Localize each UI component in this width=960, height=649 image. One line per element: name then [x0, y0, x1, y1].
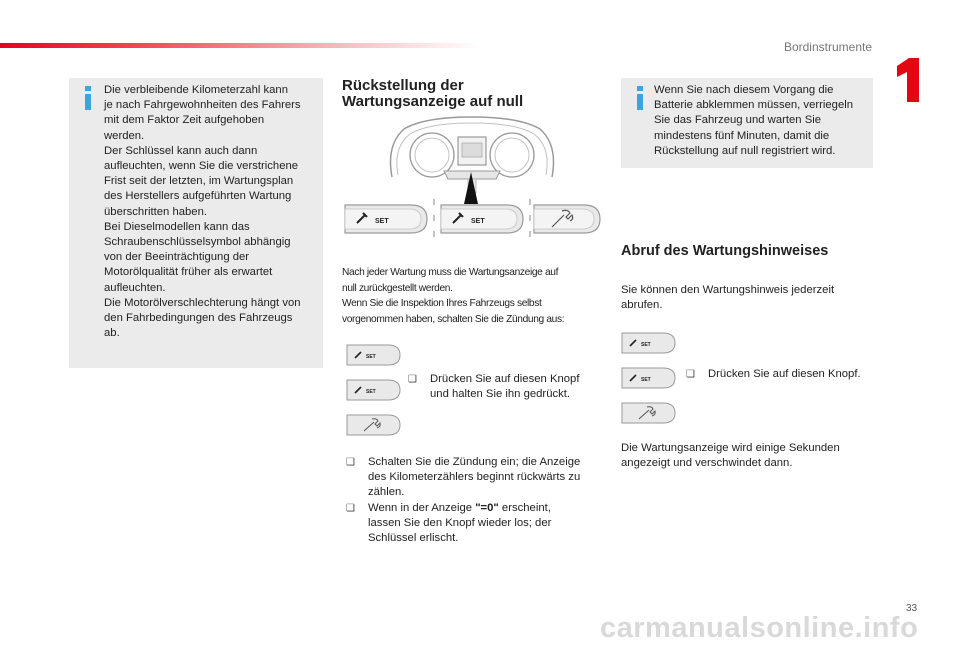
- wrench-button-small: [621, 401, 677, 425]
- checkbox-bullet-icon: ❑: [686, 369, 695, 380]
- watermark: carmanualsonline.info: [600, 612, 919, 644]
- info-box-left: [69, 78, 323, 368]
- set-button-small: [346, 378, 402, 402]
- set-label: SET: [641, 342, 651, 348]
- info-text-right: Wenn Sie nach diesem Vorgang die Batterie abklemmen müssen, verriegeln Sie das Fahrzeug und warten Sie mindestens fünf Minuten, damit die Rückstellung auf null registriert wird.: [654, 84, 854, 157]
- wrench-button-small: [346, 413, 402, 437]
- info-icon: [633, 86, 647, 110]
- set-label: SET: [375, 218, 389, 225]
- pointer-arrow-icon: [464, 172, 478, 204]
- set-label: SET: [366, 354, 376, 360]
- recall-outro: Die Wartungsanzeige wird einige Sekunden angezeigt und verschwindet dann.: [621, 442, 840, 470]
- recall-step: ❑ Drücken Sie auf diesen Knopf.: [686, 367, 898, 382]
- wrench-button-illustration: [532, 201, 602, 235]
- recall-intro: Sie können den Wartungshinweis jederzeit abrufen.: [621, 284, 835, 312]
- recall-section-title: Abruf des Wartungshinweises: [621, 243, 829, 259]
- header-accent-bar: [0, 43, 480, 48]
- separator-marks: [429, 199, 439, 237]
- set-label: SET: [471, 218, 485, 225]
- reset-intro: Nach jeder Wartung muss die Wartungsanzeige auf null zurückgestellt werden. Wenn Sie die Inspektion Ihres Fahrzeugs selbst vorgenommen haben, schalten Sie die Zündung aus:: [342, 267, 565, 325]
- set-label: SET: [641, 377, 651, 383]
- page-number: 33: [906, 603, 918, 614]
- info-box-right: [621, 78, 873, 168]
- reset-step-1: ❑ Drücken Sie auf diesen Knopf und halten Sie ihn gedrückt.: [408, 373, 580, 401]
- reset-step-3: ❑ Wenn in der Anzeige "=0" erscheint, lassen Sie den Knopf wieder los; der Schlüssel erlischt.: [346, 502, 552, 545]
- set-button-illustration: [343, 201, 429, 235]
- set-button-small: [621, 366, 677, 390]
- display-zero-value: "=0": [475, 502, 499, 514]
- chapter-number-badge: [893, 58, 923, 102]
- set-button-small: [346, 343, 402, 367]
- set-button-small: [621, 331, 677, 355]
- checkbox-bullet-icon: ❑: [408, 374, 417, 385]
- info-icon: [81, 86, 95, 110]
- chapter-title: Bordinstrumente: [783, 40, 872, 54]
- checkbox-bullet-icon: ❑: [346, 457, 355, 468]
- reset-section-title: Rückstellung der Wartungsanzeige auf null: [342, 77, 524, 110]
- set-button-illustration: [439, 201, 525, 235]
- reset-step-2: ❑ Schalten Sie die Zündung ein; die Anzeige des Kilometerzählers beginnt rückwärts zu zählen.: [346, 456, 581, 499]
- set-label: SET: [366, 389, 376, 395]
- info-text-left: Die verbleibende Kilometerzahl kann je nach Fahrgewohnheiten des Fahrers mit dem Faktor Zeit aufgehoben werden. Der Schlüssel kann auch dann aufleuchten, wenn Sie die verstrichene Frist seit der letzten, im Wartungsplan des Herstellers aufgeführten Wartung überschritten haben. Bei Dieselmodellen kann das Schraubenschlüsselsymbol abhängig von der Beeinträchtigung der Motorölqualität früher als erwartet aufleuchten. Die Motorölverschlechterung hängt von den Fahrbedingungen des Fahrzeugs ab.: [104, 84, 301, 340]
- checkbox-bullet-icon: ❑: [346, 503, 355, 514]
